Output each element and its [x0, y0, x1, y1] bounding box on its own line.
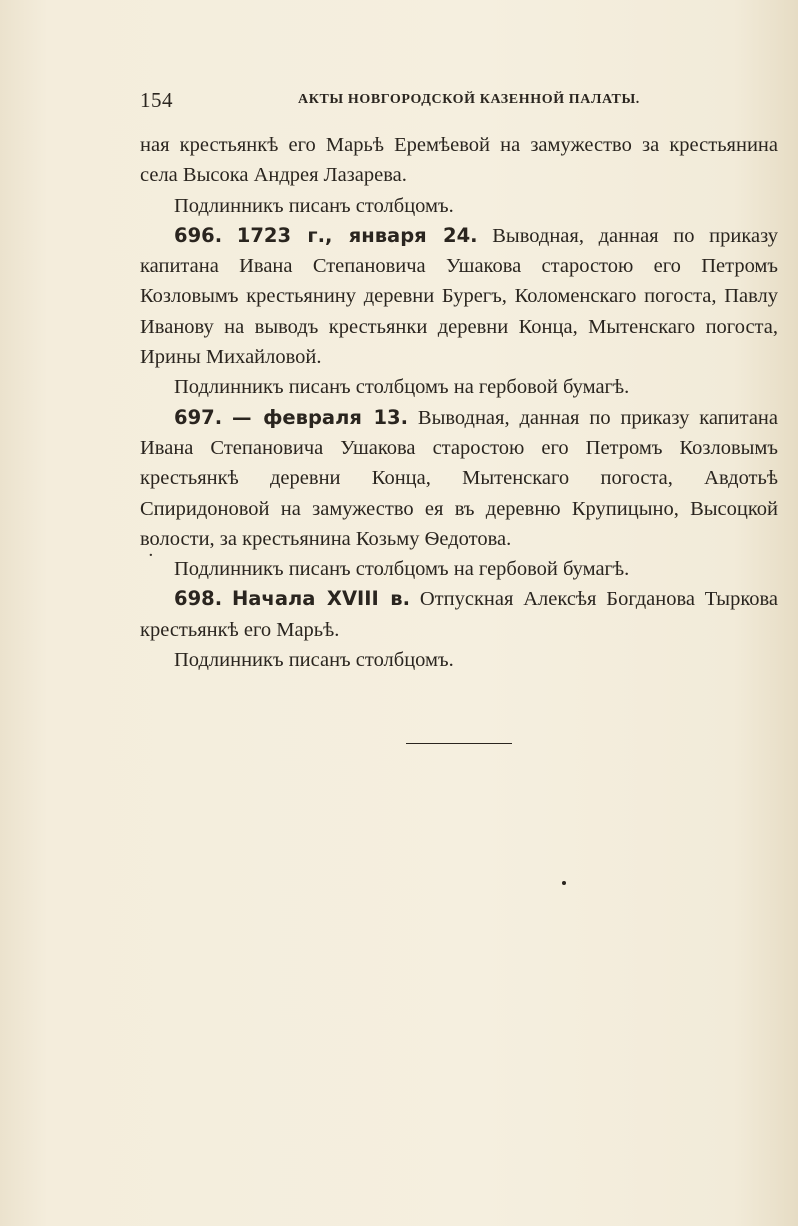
- entry-number: 696.: [174, 223, 223, 247]
- entry-note-text: Подлинникъ писанъ столбцомъ на гербовой бумагѣ.: [174, 376, 630, 399]
- entry-continuation-text: ная крестьянкѣ его Марьѣ Еремѣевой на замужество за крестьянина села Высока Андрея Лазарева.: [140, 134, 778, 187]
- entry-text: Выводная, данная по приказу капитана Ивана Степановича Ушакова старостою его Петромъ Козловымъ крестьянкѣ деревни Конца, Мытенскаго погоста, Авдотьѣ Спиридоновой на замужество ея въ деревню Крупицыно, Высоцкой волости, за крестьянина Козьму Ѳедотова.: [140, 406, 779, 550]
- entry-number: 697.: [174, 405, 223, 429]
- entry-698: [140, 584, 778, 645]
- page-body: [140, 130, 778, 675]
- entry-note-text: Подлинникъ писанъ столбцомъ.: [174, 649, 454, 672]
- entry-text: Отпускная Алексѣя Богданова Тыркова крестьянкѣ его Марьѣ.: [140, 588, 779, 641]
- page-header: [140, 88, 780, 114]
- ink-speck: [562, 881, 566, 885]
- page-number: 154: [140, 88, 173, 112]
- entry-note-text: Подлинникъ писанъ столбцомъ.: [174, 194, 454, 217]
- entry-continuation: [140, 130, 778, 191]
- entry-date: 1723 г., января 24.: [236, 223, 478, 247]
- margin-mark: ·: [148, 545, 154, 566]
- entry-note: [140, 645, 778, 675]
- entry-note-text: Подлинникъ писанъ столбцомъ на гербовой бумагѣ.: [174, 558, 630, 581]
- entry-number: 698.: [174, 587, 223, 611]
- entry-date: — февраля 13.: [232, 405, 408, 429]
- entry-note: [140, 554, 778, 584]
- entry-text: Выводная, данная по приказу капитана Ивана Степановича Ушакова старостою его Петромъ Козловымъ крестьянину деревни Бурегъ, Коломенскаго погоста, Павлу Иванову на выводъ крестьянки деревни Конца, Мытенскаго погоста, Ирины Михайловой.: [140, 224, 779, 369]
- entry-note: [140, 372, 778, 402]
- running-title: АКТЫ НОВГОРОДСКОЙ КАЗЕННОЙ ПАЛАТЫ.: [298, 92, 640, 107]
- entry-697: [140, 403, 778, 554]
- entry-note: [140, 191, 778, 221]
- entry-date: Начала XVIII в.: [231, 587, 411, 611]
- entry-696: [140, 221, 778, 372]
- section-divider: [406, 743, 512, 744]
